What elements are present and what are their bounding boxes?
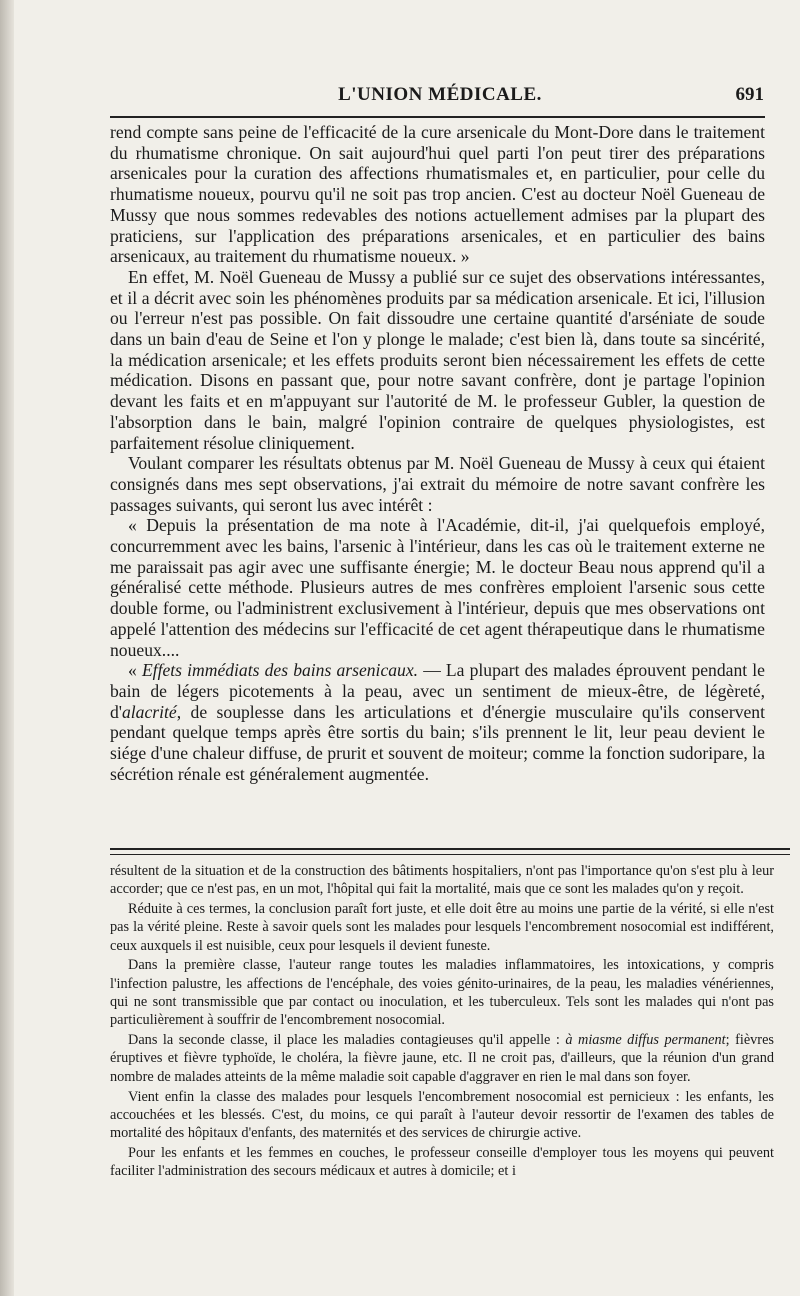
paragraph-1: rend compte sans peine de l'efficacité de la cure arsenicale du Mont-Dore dans le traitement du rhumatisme chronique. On sait aujourd'hui quel parti l'on peut tirer des préparations arsenicales pour la curation des affections rhumatismales et, en particulier, pour celle du rhumatisme noueux, pourvu qu'il ne soit pas trop ancien. C'est au docteur Noël Gueneau de Mussy que nous sommes redevables des notions actuellement admises par la plupart des praticiens, sur l'application des préparations arsenicales, et en particulier des bains arsenicaux, au traitement du rhumatisme noueux. » (110, 122, 765, 267)
page-header (110, 84, 770, 114)
footnote-paragraph-6: Pour les enfants et les femmes en couches, le professeur conseille d'employer tous les moyens qui peuvent faciliter l'administration des secours médicaux et autres à domicile; et i (110, 1144, 774, 1180)
footnote-4-text-a: Dans la seconde classe, il place les maladies contagieuses qu'il appelle : (128, 1032, 566, 1049)
footnote-paragraph-2: Réduite à ces termes, la conclusion paraît fort juste, et elle doit être au moins une partie de la vérité, si elle n'est pas la vérité pleine. Reste à savoir quels sont les malades pour lesquels l'encombrement nosocomial est indifférent, ceux auxquels il est nuisible, ceux pour lesquels il devient funeste. (110, 901, 774, 954)
page-number: 691 (735, 84, 764, 105)
footnote-4-text-b: ; fièvres éruptives et fièvre typhoïde, le choléra, la fièvre jaune, etc. Il ne croit pas, d'ailleurs, que la réunion d'un grand nombre de malades atteints de la même maladie soit capable d'aggraver en rien le mal dans son foyer. (110, 1032, 774, 1085)
footnote-paragraph-4 (110, 1031, 774, 1086)
paragraph-5-quote (110, 660, 765, 784)
binding-shadow (0, 0, 14, 1296)
paragraph-2: En effet, M. Noël Gueneau de Mussy a publié sur ce sujet des observations intéressantes, et il a décrit avec soin les phénomènes produits par sa médication arsenicale. Et ici, l'illusion ou l'erreur n'est pas possible. On fait dissoudre une certaine quantité d'arséniate de soude dans un bain d'eau de Seine et l'on y plonge le malade; c'est bien là, dans toute sa sincérité, la médication arsenicale; et les effets produits seront bien nécessairement les effets de cette médication. Disons en passant que, pour notre savant confrère, dont je partage l'opinion devant les faits et en m'appuyant sur l'autorité de M. le professeur Gubler, la question de l'absorption dans le bain, malgré l'opinion contraire de quelques physiologistes, est parfaitement résolue cliniquement. (110, 266, 765, 453)
footnote-4-italic: à miasme diffus permanent (565, 1032, 726, 1049)
main-text (110, 122, 765, 785)
quote-open: « (128, 660, 142, 681)
paragraph-4-quote: « Depuis la présentation de ma note à l'Académie, dit-il, j'ai quelquefois employé, concurremment avec les bains, l'arsenic à l'intérieur, dans les cas où le traitement externe ne me paraissait pas agir avec une suffisante énergie; M. le docteur Beau nous apprend qu'il a généralisé cette méthode. Plusieurs autres de mes confrères emploient l'arsenic sous cette double forme, ou l'administrent exclusivement à l'intérieur, depuis que mes observations ont appelé l'attention des médecins sur l'efficacité de cet agent thérapeutique dans le rhumatisme noueux.... (110, 515, 765, 660)
feuilleton-text (110, 862, 774, 1182)
running-title: L'UNION MÉDICALE. (338, 84, 542, 105)
footnote-paragraph-1: résultent de la situation et de la construction des bâtiments hospitaliers, n'ont pas l'importance qu'on s'est plu à leur accorder; que ce n'est pas, en un mot, l'hôpital qui fait la mortalité, mais que ce sont les malades qu'on y reçoit. (110, 863, 774, 898)
footnote-paragraph-5: Vient enfin la classe des malades pour lesquels l'encombrement nosocomial est pernicieux : les enfants, les accouchées et les blessés. C'est, du moins, ce qui paraît à l'auteur devoir ressortir de l'examen des tables de mortalité des hôpitaux d'enfants, des maternités et des services de chirurgie active. (110, 1088, 774, 1142)
section-heading-italic: Effets immédiats des bains arsenicaux. (141, 660, 419, 681)
footnote-paragraph-3: Dans la première classe, l'auteur range toutes les maladies inflammatoires, les intoxications, y compris l'infection palustre, les affections de l'encéphale, des voies génito-urinaires, de la peau, les maladies vénériennes, qui ne sont transmissible que par contact ou inoculation, et les tuberculeux. Tels sont les malades qui n'ont pas particulièrement à souffrir de l'encombrement nosocomial. (110, 957, 774, 1029)
paragraph-5-text-b: , de souplesse dans les articulations et d'énergie musculaire qu'ils conservent pendant quelque temps après être sortis du bain; s'ils prennent le lit, leur peau devient le siége d'une chaleur diffuse, de prurit et souvent de moiteur; comme la fonction sudoripare, la sécrétion rénale est généralement augmentée. (110, 701, 765, 784)
italic-word: alacrité (121, 701, 177, 722)
header-rule (110, 116, 765, 118)
paragraph-3: Voulant comparer les résultats obtenus par M. Noël Gueneau de Mussy à ceux qui étaient consignés dans mes sept observations, j'ai extrait du mémoire de notre savant confrère les passages suivants, qui seront lus avec intérêt : (110, 453, 765, 515)
footnote-rule (110, 848, 790, 855)
paragraph-5-text-a: — La plupart des malades éprouvent pendant le bain de légers picotements à la peau, avec un sentiment de mieux-être, de légèreté, d' (110, 660, 765, 722)
